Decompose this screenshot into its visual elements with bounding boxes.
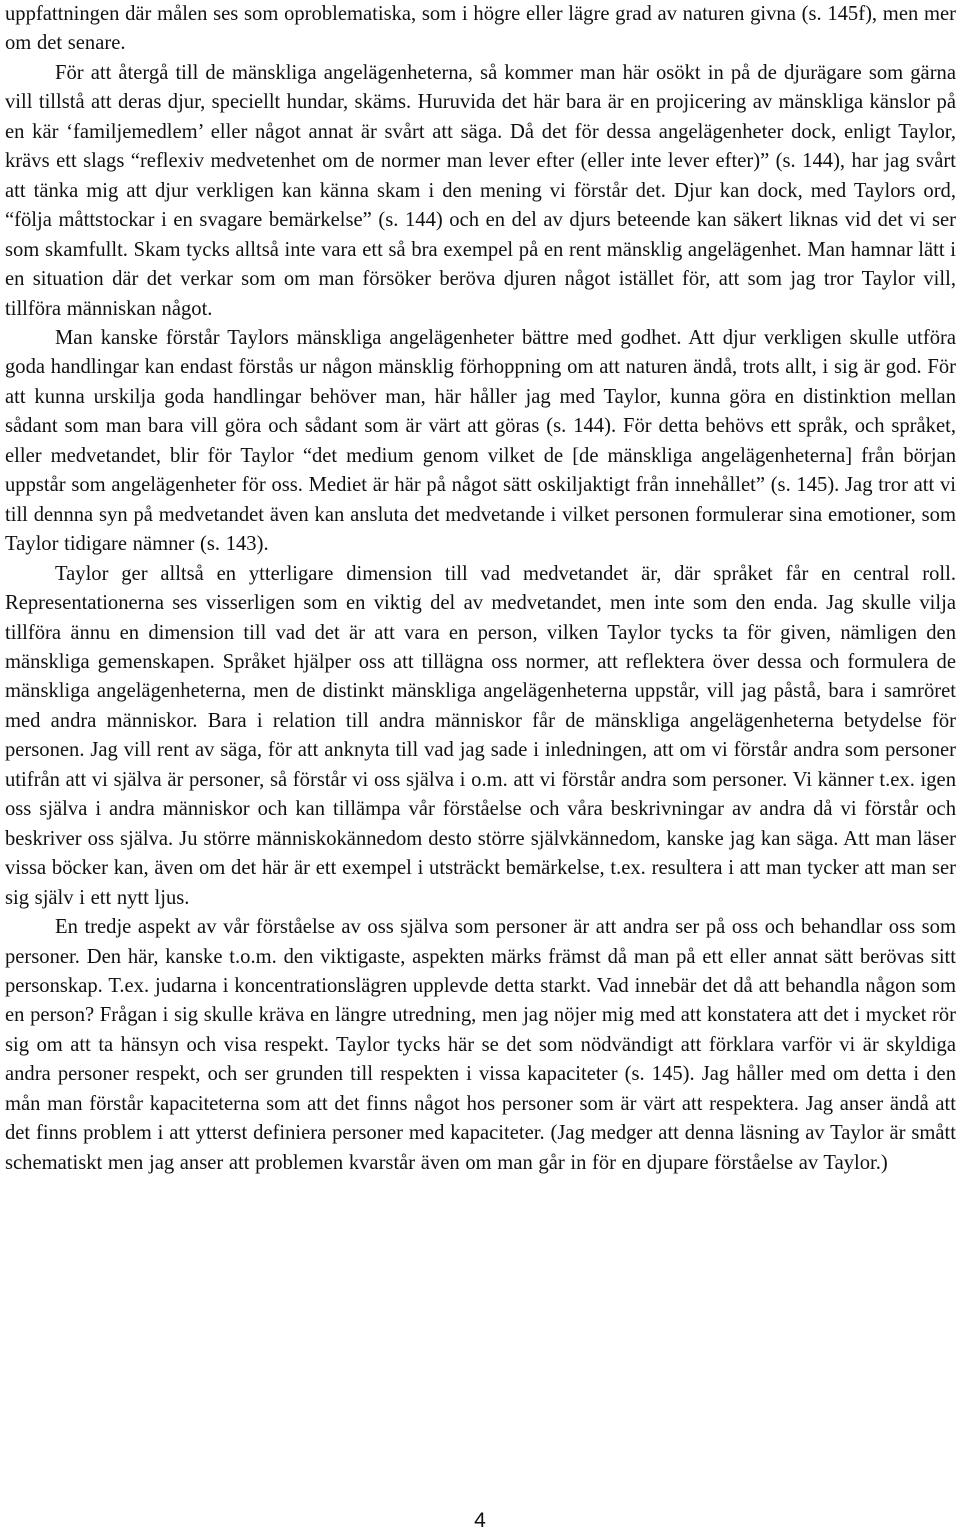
document-body [5,0,956,1178]
paragraph-2: För att återgå till de mänskliga angelägenheterna, så kommer man här osökt in på de djurägare som gärna vill tillstå att deras djur, speciellt hundar, skäms. Huruvida det här bara är en projicering av mänskliga känslor på en kär ‘familjemedlem’ eller något annat är svårt att säga. Då det för dessa angelägenheter dock, enligt Taylor, krävs ett slags “reflexiv medvetenhet om de normer man lever efter (eller inte lever efter)” (s. 144), har jag svårt att tänka mig att djur verkligen kan känna skam i den mening vi förstår det. Djur kan dock, med Taylors ord, “följa måttstockar i en svagare bemärkelse” (s. 144) och en del av djurs beteende kan säkert liknas vid det vi ser som skamfullt. Skam tycks alltså inte vara ett så bra exempel på en rent mänsklig angelägenhet. Man hamnar lätt i en situation där det verkar som om man försöker beröva djuren något istället för, att som jag tror Taylor vill, tillföra människan något. [5,61,956,320]
paragraph-4: Taylor ger alltså en ytterligare dimension till vad medvetandet är, där språket får en central roll. Representationerna ses visserligen som en viktig del av medvetandet, men inte som den enda. Jag skulle vilja tillföra ännu en dimension till vad det är att vara en person, vilken Taylor tycks ta för given, nämligen den mänskliga gemenskapen. Språket hjälper oss att tillägna oss normer, att reflektera över dessa och formulera de mänskliga angelägenheterna, men de distinkt mänskliga angelägenheterna uppstår, vill jag påstå, bara i samröret med andra människor. Bara i relation till andra människor får de mänskliga angelägenheterna betydelse för personen. Jag vill rent av säga, för att anknyta till vad jag sade i inledningen, att om vi förstår andra som personer utifrån att vi själva är personer, så förstår vi oss själva i o.m. att vi förstår andra som personer. Vi känner t.ex. igen oss själva i andra människor och kan tillämpa vår förståelse och våra beskrivningar av andra då vi förstår och beskriver oss själva. Ju större människokännedom desto större självkännedom, kanske jag kan säga. Att man läser vissa böcker kan, även om det här är ett exempel i utsträckt bemärkelse, t.ex. resultera i att man tycker att man ser sig själv i ett nytt ljus. [5,562,956,909]
paragraph-1: uppfattningen där målen ses som oproblematiska, som i högre eller lägre grad av naturen givna (s. 145f), men mer om det senare. [5,3,956,55]
page-number: 4 [474,1509,486,1532]
paragraph-5: En tredje aspekt av vår förståelse av oss själva som personer är att andra ser på oss och behandlar oss som personer. Den här, kanske t.o.m. den viktigaste, aspekten märks främst då man på ett eller annat sätt berövas sitt personskap. T.ex. judarna i koncentrationslägren upplevde detta starkt. Vad innebär det då att behandla någon som en person? Frågan i sig skulle kräva en längre utredning, men jag nöjer mig med att konstatera att det i mycket rör sig om att ta hänsyn och visa respekt. Taylor tycks här se det som nödvändigt att förklara varför vi är skyldiga andra personer respekt, och ser grunden till respekten i vissa kapaciteter (s. 145). Jag håller med om detta i den mån man förstår kapaciteterna som att det finns något hos personer som är värt att respektera. Jag anser ändå att det finns problem i att ytterst definiera personer med kapaciteter. (Jag medger att denna läsning av Taylor är smått schematiskt men jag anser att problemen kvarstår även om man går in för en djupare förståelse av Taylor.) [5,916,956,1174]
paragraph-3: Man kanske förstår Taylors mänskliga angelägenheter bättre med godhet. Att djur verkligen skulle utföra goda handlingar kan endast förstås ur någon mänsklig förhoppning om att naturen ändå, trots allt, i sig är god. För att kunna urskilja goda handlingar behöver man, här håller jag med Taylor, kunna göra en distinktion mellan sådant som man bara vill göra och sådant som är värt att göras (s. 144). För detta behövs ett språk, och språket, eller medvetandet, blir för Taylor “det medium genom vilket de [de mänskliga angelägenheterna] från början uppstår som angelägenheter för oss. Mediet är här på något sätt oskiljaktigt från innehållet” (s. 145). Jag tror att vi till dennna syn på medvetandet även kan ansluta det medvetande i vilket personen formulerar sina emotioner, som Taylor tidigare nämner (s. 143). [5,326,956,556]
